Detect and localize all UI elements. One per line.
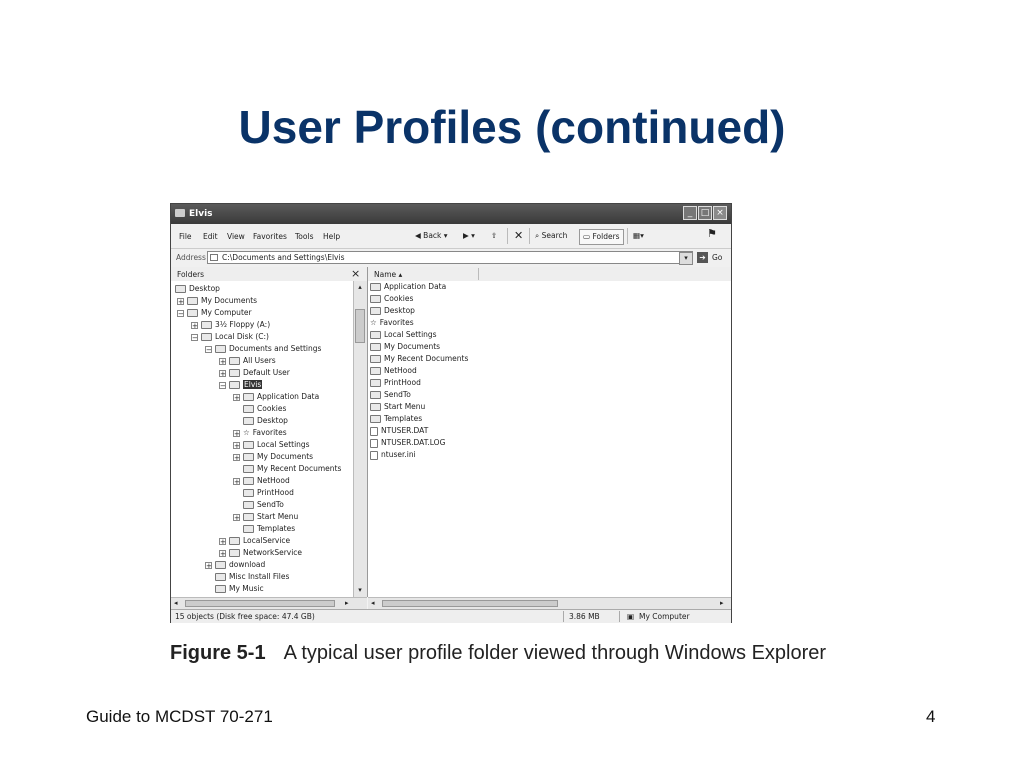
expand-icon[interactable]: + [220,357,226,366]
tree-item[interactable] [205,343,321,355]
file-list-header [368,267,731,282]
file-name: Start Menu [384,402,426,411]
tree-item[interactable] [215,571,289,583]
menu-tools[interactable]: Tools [295,232,314,241]
expand-icon[interactable]: + [234,441,240,450]
file-icon [370,451,378,460]
minimize-button[interactable]: _ [683,206,697,220]
tree-label: My Music [229,584,264,593]
folder-icon [229,549,240,557]
menu-edit[interactable]: Edit [203,232,218,241]
folder-icon [229,357,240,365]
folder-icon [370,331,381,339]
expand-icon[interactable]: + [206,561,212,570]
list-item[interactable] [370,293,413,305]
star-icon: ☆ [243,428,250,437]
expand-icon[interactable]: + [220,369,226,378]
forward-button[interactable]: ▶ ▾ [463,231,475,240]
tree-label: PrintHood [257,488,294,497]
tree-label: Cookies [257,404,287,413]
tree-label: Local Settings [257,440,310,449]
menu-help[interactable]: Help [323,232,341,241]
folders-label: Folders [592,232,620,241]
tree-label: NetworkService [243,548,303,557]
folder-icon [215,345,226,353]
page-number: 4 [926,707,936,726]
tree-label: All Users [243,356,276,365]
folder-tree [171,281,368,597]
tree-label: My Recent Documents [257,464,342,473]
folder-icon [229,369,240,377]
expand-icon[interactable]: + [220,537,226,546]
collapse-icon[interactable]: − [178,309,184,318]
tree-label: Default User [243,368,290,377]
file-name: ntuser.ini [381,450,416,459]
folder-icon [243,417,254,425]
folder-icon [215,585,226,593]
tree-label: Local Disk (C:) [215,332,269,341]
tree-item[interactable] [177,307,252,319]
tree-label: download [229,560,266,569]
list-item[interactable] [370,425,428,437]
file-name: Cookies [384,294,414,303]
computer-icon: ▣ [627,612,635,621]
computer-icon [187,309,198,317]
menu-bar [171,224,731,249]
tree-item[interactable] [177,295,257,307]
search-icon: ⌕ [535,231,540,240]
tree-label: 3½ Floppy (A:) [215,320,271,329]
floppy-icon [201,321,212,329]
recent-documents-icon [370,355,381,363]
search-label: Search [541,231,568,240]
expand-icon[interactable]: + [192,321,198,330]
search-button[interactable] [535,229,567,243]
tree-vertical-scrollbar[interactable] [353,281,367,597]
figure-label: Figure 5-1 [170,642,266,664]
folder-icon [243,441,254,449]
file-name: Favorites [379,318,414,327]
menu-file[interactable]: File [179,232,192,241]
list-item[interactable] [370,413,422,425]
folders-close-icon[interactable]: × [351,267,361,280]
tree-label: Templates [257,524,296,533]
close-button[interactable]: × [713,206,727,220]
file-name: My Documents [384,342,441,351]
collapse-icon[interactable]: − [220,381,226,390]
file-name: Templates [384,414,423,423]
scroll-left-icon[interactable]: ◂ [174,599,178,607]
folder-icon [243,453,254,461]
tree-label: Desktop [189,284,220,293]
list-item[interactable] [370,317,414,329]
file-name: My Recent Documents [384,354,469,363]
title-bar[interactable] [171,204,731,224]
folders-pane-header [171,267,368,282]
tree-label: NetHood [257,476,290,485]
back-button[interactable] [415,229,448,243]
folders-pane-title: Folders [177,270,205,279]
folder-icon [370,367,381,375]
collapse-icon[interactable]: − [192,333,198,342]
file-name: Local Settings [384,330,437,339]
expand-icon[interactable]: + [178,297,184,306]
tree-item[interactable] [205,559,265,571]
expand-icon[interactable]: + [234,453,240,462]
open-folder-icon [229,381,240,389]
address-folder-icon [210,254,218,261]
explorer-window [170,203,732,623]
scroll-thumb[interactable] [382,600,558,607]
disk-icon [201,333,212,341]
tree-item[interactable] [219,355,276,367]
tree-label: Desktop [257,416,288,425]
file-list [368,281,731,597]
maximize-button[interactable]: □ [698,206,712,220]
back-label: Back [423,231,442,240]
tree-item[interactable] [243,499,284,511]
footer-course-title: Guide to MCDST 70-271 [86,707,273,726]
list-item[interactable] [370,449,416,461]
up-folder-icon[interactable]: ⇧ [491,231,498,240]
tree-item[interactable] [191,331,269,343]
file-name: SendTo [384,390,411,399]
list-item[interactable] [370,341,440,353]
file-name: Application Data [384,282,447,291]
slide-title: User Profiles (continued) [238,101,786,153]
address-dropdown-icon[interactable]: ▾ [679,252,693,265]
list-item[interactable] [370,401,425,413]
folder-icon [243,525,254,533]
folder-icon [175,209,185,217]
scroll-up-icon[interactable]: ▴ [358,283,362,291]
tree-label: Start Menu [257,512,299,521]
tree-item[interactable] [233,475,290,487]
scroll-thumb[interactable] [185,600,335,607]
tree-label: Application Data [257,392,320,401]
folder-icon [370,415,381,423]
tree-item[interactable] [233,439,310,451]
status-bar [171,609,731,623]
folder-icon [243,393,254,401]
windows-logo-icon: ⚑ [707,227,717,240]
tree-item[interactable] [233,511,298,523]
file-icon [370,427,378,436]
expand-icon[interactable]: + [234,513,240,522]
scroll-right-icon[interactable]: ▸ [720,599,724,607]
tree-item[interactable] [219,367,290,379]
window-title: Elvis [189,209,213,219]
back-dropdown-icon: ▾ [443,231,448,240]
name-column-header[interactable] [374,270,402,279]
back-arrow-icon: ◀ [415,231,421,240]
folder-icon [229,537,240,545]
tree-item[interactable] [233,391,319,403]
tree-item[interactable] [243,523,295,535]
expand-icon[interactable]: + [234,393,240,402]
address-label: Address [176,253,206,262]
collapse-icon[interactable]: − [206,345,212,354]
status-objects: 15 objects (Disk free space: 47.4 GB) [175,612,315,621]
expand-icon[interactable]: + [220,549,226,558]
folder-icon [243,489,254,497]
tree-label: My Documents [257,452,314,461]
name-column-label: Name [374,270,397,279]
scroll-down-icon[interactable]: ▾ [358,586,362,594]
menu-favorites[interactable]: Favorites [253,232,287,241]
folder-icon [215,573,226,581]
desktop-icon [175,285,186,293]
address-value: C:\Documents and Settings\Elvis [222,253,345,262]
recent-documents-icon [243,465,254,473]
tree-item[interactable] [243,487,294,499]
list-item[interactable] [370,305,415,317]
list-item[interactable] [370,281,446,293]
folders-toolbar-icon: ▭ [583,232,591,241]
tree-label: SendTo [257,500,284,509]
file-icon [370,439,378,448]
list-item[interactable] [370,437,445,449]
list-item[interactable] [370,365,417,377]
menu-view[interactable]: View [227,232,245,241]
status-size: 3.86 MB [569,612,600,621]
tree-item[interactable] [233,427,287,439]
figure-caption [170,642,826,665]
list-item[interactable] [370,377,421,389]
scroll-right-icon[interactable]: ▸ [345,599,349,607]
tree-item[interactable] [219,547,302,559]
file-name: Desktop [384,306,415,315]
tree-item[interactable] [191,319,270,331]
folder-icon [370,379,381,387]
sort-up-icon: ▴ [398,270,403,279]
status-location: My Computer [639,612,690,621]
tree-label: My Computer [201,308,252,317]
tree-item[interactable] [233,451,313,463]
expand-icon[interactable]: + [234,477,240,486]
expand-icon[interactable]: + [234,429,240,438]
list-item[interactable] [370,389,411,401]
tree-label: Misc Install Files [229,572,290,581]
file-name: NTUSER.DAT [381,426,429,435]
tree-item[interactable] [219,535,290,547]
folder-icon [370,343,381,351]
tree-item[interactable] [215,583,264,595]
folder-icon [370,391,381,399]
go-button[interactable]: Go [712,253,723,262]
tree-item[interactable] [243,403,286,415]
tree-item[interactable] [243,463,341,475]
tree-item[interactable] [243,415,288,427]
folder-icon [370,403,381,411]
tree-label: Favorites [252,428,287,437]
folder-icon [243,477,254,485]
scroll-left-icon[interactable]: ◂ [371,599,375,607]
delete-icon[interactable]: ✕ [514,229,524,242]
address-input[interactable] [207,251,693,264]
tree-label: LocalService [243,536,291,545]
views-icon[interactable]: ▦▾ [633,231,644,240]
tree-label: Documents and Settings [229,344,322,353]
tree-item[interactable] [175,283,220,295]
file-name: NetHood [384,366,417,375]
figure-text: A typical user profile folder viewed through Windows Explorer [283,642,827,664]
folder-icon [370,307,381,315]
file-name: PrintHood [384,378,421,387]
scroll-thumb[interactable] [355,309,365,343]
star-icon: ☆ [370,318,377,327]
folder-icon [243,405,254,413]
tree-label: Elvis [244,380,262,389]
folder-icon [243,513,254,521]
file-name: NTUSER.DAT.LOG [381,438,446,447]
folder-icon [215,561,226,569]
folders-button[interactable] [579,229,624,245]
folder-icon [187,297,198,305]
folder-icon [370,283,381,291]
go-arrow-icon[interactable]: ➔ [697,252,708,263]
list-item[interactable] [370,329,437,341]
tree-item-selected[interactable] [219,379,262,391]
address-bar [171,249,731,268]
tree-label: My Documents [201,296,258,305]
folder-icon [243,501,254,509]
folder-icon [370,295,381,303]
list-item[interactable] [370,353,468,365]
